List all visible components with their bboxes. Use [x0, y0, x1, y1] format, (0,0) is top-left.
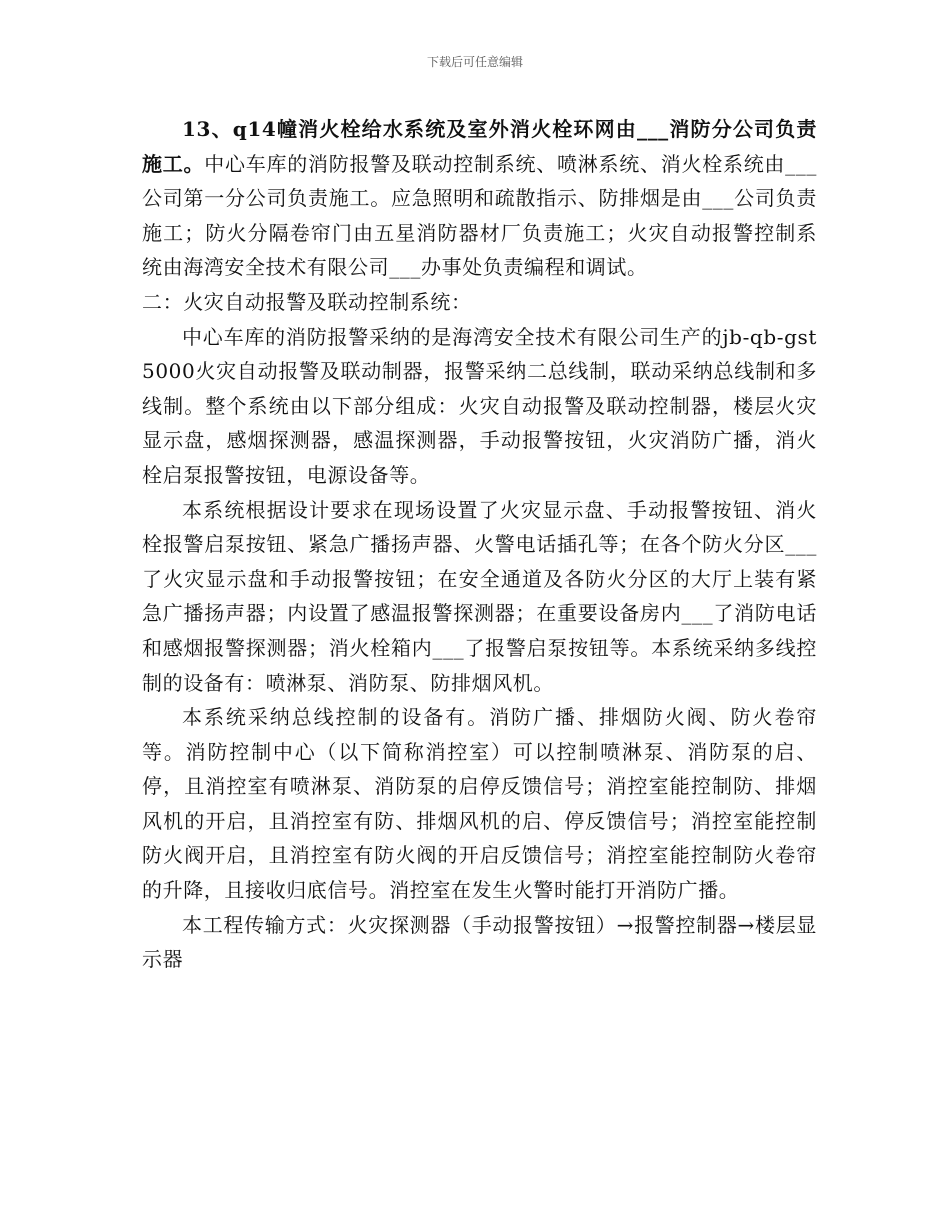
paragraph-field-devices: 本系统根据设计要求在现场设置了火灾显示盘、手动报警按钮、消火栓报警启泵按钮、紧急广播扬声器、火警电话插孔等；在各个防火分区___了火灾显示盘和手动报警按钮；在安全通道及各防火分区的大厅上装有紧急广播扬声器；内设置了感温报警探测器；在重要设备房内___了消防电话和感烟报警探测器；消火栓箱内___了报警启泵按钮等。本系统采纳多线控制的设备有：喷淋泵、消防泵、防排烟风机。	[142, 497, 817, 695]
paragraph-system-composition: 中心车库的消防报警采纳的是海湾安全技术有限公司生产的jb-qb-gst5000火灾自动报警及联动制器，报警采纳二总线制，联动采纳总线制和多线制。整个系统由以下部分组成：火灾自动报警及联动控制器，楼层火灾显示盘，感烟探测器，感温探测器，手动报警按钮，火灾消防广播，消火栓启泵报警按钮，电源设备等。	[142, 324, 817, 487]
document-body	[142, 112, 817, 977]
paragraph-transmission-mode: 本工程传输方式：火灾探测器（手动报警按钮）→报警控制器→楼层显示器	[142, 912, 817, 972]
page-header: 下载后可任意编辑	[426, 55, 523, 69]
paragraph-construction-responsibility	[142, 112, 817, 285]
bold-lead-sentence: 13、q14幢消火栓给水系统及室外消火栓环网由___消防分公司负责施工。	[142, 117, 817, 176]
section-heading: 二：火灾自动报警及联动控制系统：	[142, 289, 472, 314]
paragraph-bus-control: 本系统采纳总线控制的设备有。消防广播、排烟防火阀、防火卷帘等。消防控制中心（以下简称消控室）可以控制喷淋泵、消防泵的启、停，且消控室有喷淋泵、消防泵的启停反馈信号；消控室能控制防、排烟风机的开启，且消控室有防、排烟风机的启、停反馈信号；消控室能控制防火阀开启，且消控室有防火阀的开启反馈信号；消控室能控制防火卷帘的升降，且接收归底信号。消控室在发生火警时能打开消防广播。	[142, 705, 817, 903]
paragraph-text: 中心车库的消防报警及联动控制系统、喷淋系统、消火栓系统由___公司第一分公司负责施工。应急照明和疏散指示、防排烟是由___公司负责施工；防火分隔卷帘门由五星消防器材厂负责施工；火灾自动报警控制系统由海湾安全技术有限公司___办事处负责编程和调试。	[142, 151, 817, 280]
